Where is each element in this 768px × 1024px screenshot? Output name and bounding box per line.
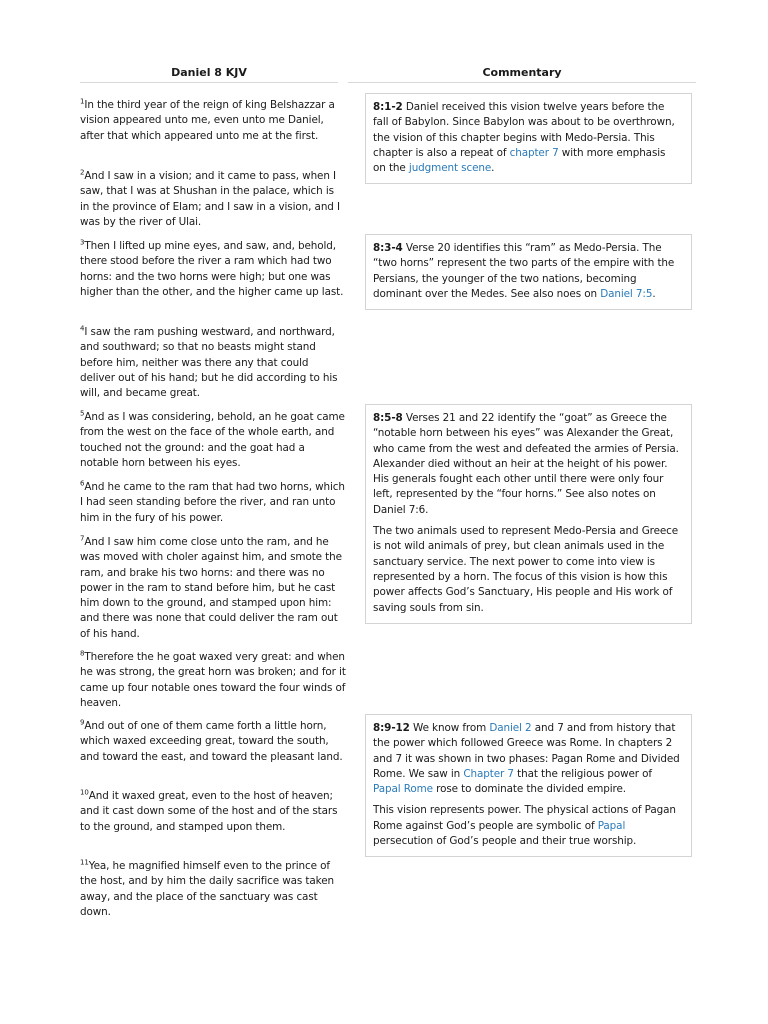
note-text: Daniel received this vision twelve years before the fall of Babylon. Since Babylon was about to be overthrown, the vision of this chapter begins with Medo-Persia. This chapter is also a repeat of [373,101,675,159]
note-text: . [652,287,656,300]
verse-number: 3 [80,238,85,247]
note-paragraph [373,803,681,849]
verse-6 [80,480,346,526]
commentary-note-8-9-12 [365,714,692,857]
verse-text: Yea, he magnified himself even to the prince of the host, and by him the daily sacrifice was taken away, and the place of the sanctuary was cast down. [80,860,334,918]
verse-text: And I saw him come close unto the ram, and he was moved with choler against him, and smote the ram, and brake his two horns: and there was no power in the ram to stand before him, but he cast him down to the ground, and stamped upon him: and there was none that could deliver the ram out of his hand. [80,536,342,640]
note-text: that the religious power of [513,767,652,780]
verse-number: 11 [80,858,89,867]
daniel-2-link[interactable]: Daniel 2 [489,722,532,734]
note-text: with more emphasis on the [373,146,666,175]
verse-number: 10 [80,788,89,797]
header-divider-right [348,82,696,83]
verse-8 [80,650,346,711]
commentary-note-8-1-2 [365,93,692,184]
verse-reference: 8:5-8 [373,412,403,424]
verse-number: 6 [80,479,85,488]
note-text: and 7 and from history that the power which followed Greece was Rome. In chapters 2 and 7 it was shown in two phases: Pagan Rome and Divided Rome. We saw in [373,722,680,780]
note-text: persecution of God’s people and their true worship. [373,835,637,848]
verse-number: 8 [80,649,85,658]
verse-number: 2 [80,168,85,177]
verse-3 [80,239,346,300]
commentary-note-8-3-4 [365,234,692,310]
verse-10 [80,789,346,835]
verse-reference: 8:1-2 [373,101,403,113]
verse-reference: 8:3-4 [373,242,403,254]
papal-link[interactable]: Papal [597,819,626,832]
verse-number: 4 [80,324,85,333]
judgment-scene-link[interactable]: judgment scene [408,162,492,175]
verse-number: 9 [80,718,85,727]
verse-text: And out of one of them came forth a little horn, which waxed exceeding great, toward the south, and toward the east, and toward the pleasant land. [80,720,343,763]
verse-1 [80,98,346,144]
note-paragraph [373,100,681,176]
verse-text: And as I was considering, behold, an he goat came from the west on the face of the whole earth, and touched not the ground: and the goat had a notable horn between his eyes. [80,411,345,469]
verse-number: 1 [80,97,85,106]
verse-11 [80,859,346,920]
note-text: rose to dominate the divided empire. [432,783,626,796]
verse-text: I saw the ram pushing westward, and northward, and southward; so that no beasts might stand before him, neither was there any that could deliver out of his hand; but he did according to his will, and became great. [80,326,338,400]
note-paragraph [373,411,681,518]
note-text: This vision represents power. The physical actions of Pagan Rome against God’s people are symbolic of [373,804,676,832]
verse-9 [80,719,346,765]
note-paragraph [373,721,681,797]
verse-5 [80,410,346,471]
note-text: Verses 21 and 22 identify the “goat” as Greece the “notable horn between his eyes” was Alexander the Great, who came from the west and defeated the armies of Persia. Alexander died without an heir at the height of his power. His generals fought each other until there were only four left, represented by the “four horns.” See also notes on Daniel 7:6. [373,412,679,516]
verse-text: And it waxed great, even to the host of heaven; and it cast down some of the host and of the stars to the ground, and stamped upon them. [80,790,338,833]
note-text: . [491,162,495,175]
verse-number: 5 [80,409,85,418]
papal-rome-link[interactable]: Papal Rome [373,783,433,796]
note-text: Verse 20 identifies this “ram” as Medo-Persia. The “two horns” represent the two parts of the empire with the Persians, the younger of the two nations, becoming dominant over the Medes. See also noes on [373,242,675,300]
verse-text: In the third year of the reign of king Belshazzar a vision appeared unto me, even unto me Daniel, after that which appeared unto me at the first. [80,99,335,142]
chapter-7-link[interactable]: chapter 7 [509,146,559,159]
note-paragraph [373,241,681,302]
verse-2 [80,169,346,230]
note-paragraph: The two animals used to represent Medo-Persia and Greece is not wild animals of prey, but clean animals used in the sanctuary service. The next power to come into view is represented by a horn. The focus of this vision is how this power affects God’s Sanctuary, His people and His work of saving souls from sin. [373,525,679,614]
scripture-column-header: Daniel 8 KJV [171,66,247,79]
verse-text: And I saw in a vision; and it came to pass, when I saw, that I was at Shushan in the palace, which is in the province of Elam; and I saw in a vision, and I was by the river of Ulai. [80,170,340,228]
verse-text: Therefore the he goat waxed very great: and when he was strong, the great horn was broken; and for it came up four notable ones toward the four winds of heaven. [80,651,346,709]
header-divider-left [80,82,338,83]
commentary-column-header: Commentary [482,66,562,79]
verse-number: 7 [80,534,85,543]
verse-reference: 8:9-12 [373,722,410,734]
commentary-note-8-5-8 [365,404,692,624]
verse-4 [80,325,346,401]
verse-text: Then I lifted up mine eyes, and saw, and, behold, there stood before the river a ram which had two horns: and the two horns were high; but one was higher than the other, and the higher came up last. [80,240,344,298]
note-text: We know from [409,722,490,734]
verse-7 [80,535,346,642]
verse-text: And he came to the ram that had two horns, which I had seen standing before the river, and ran unto him in the fury of his power. [80,481,345,524]
chapter-7-link[interactable]: Chapter 7 [463,767,514,780]
daniel-7-5-link[interactable]: Daniel 7:5 [600,287,653,300]
